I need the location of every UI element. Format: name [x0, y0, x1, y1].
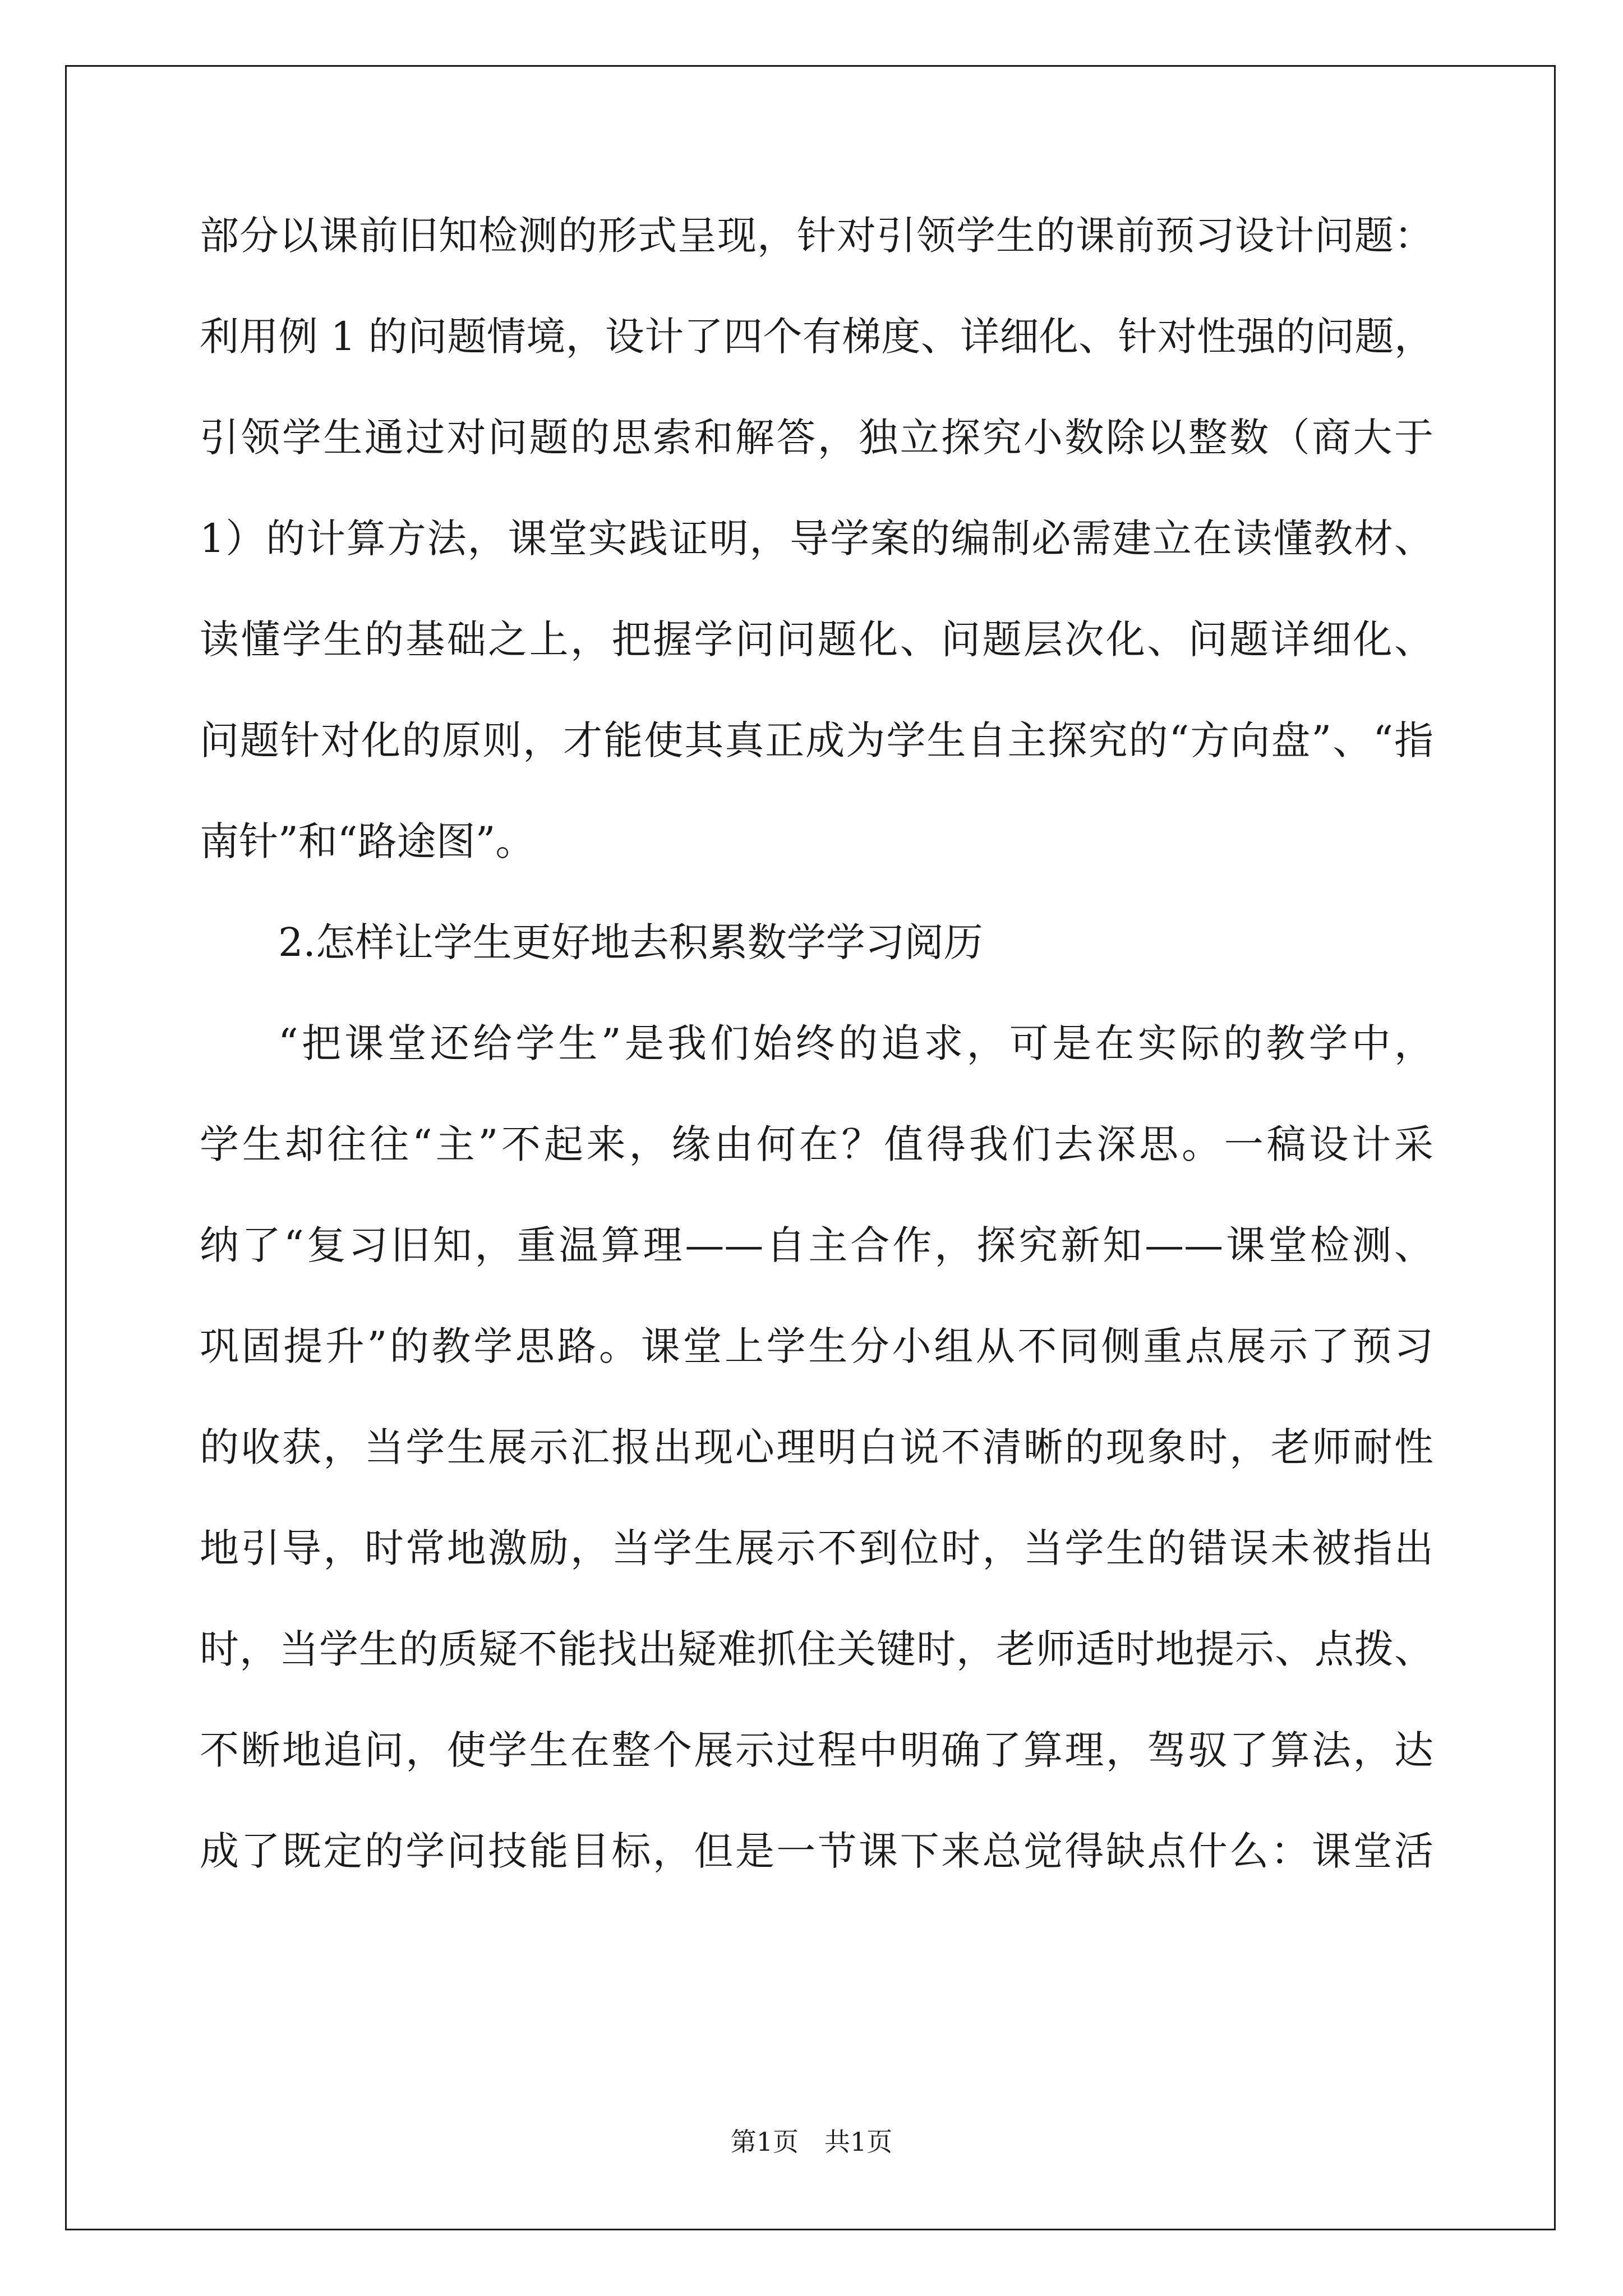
- text-line-15: 时，当学生的质疑不能找出疑难抓住关键时，老师适时地提示、点拨、: [200, 1626, 1433, 1672]
- text-line-3: 引领学生通过对问题的思索和解答，独立探究小数除以整数（商大于: [200, 415, 1433, 461]
- text-line-9: “把课堂还给学生”是我们始终的追求，可是在实际的教学中，: [278, 1020, 1433, 1066]
- text-line-12: 巩固提升”的教学思路。课堂上学生分小组从不同侧重点展示了预习: [200, 1323, 1433, 1369]
- text-line-17: 成了既定的学问技能目标，但是一节课下来总觉得缺点什么：课堂活: [200, 1828, 1433, 1874]
- text-line-4: 1）的计算方法，课堂实践证明，导学案的编制必需建立在读懂教材、: [200, 516, 1433, 562]
- text-line-2: 利用例 1 的问题情境，设计了四个有梯度、详细化、针对性强的问题，: [200, 314, 1433, 360]
- text-line-7: 南针”和“路途图”。: [200, 818, 535, 864]
- text-line-6: 问题针对化的原则，才能使其真正成为学生自主探究的“方向盘”、“指: [200, 717, 1433, 763]
- text-line-5: 读懂学生的基础之上，把握学问问题化、问题层次化、问题详细化、: [200, 616, 1433, 662]
- text-line-1: 部分以课前旧知检测的形式呈现，针对引领学生的课前预习设计问题：: [200, 213, 1433, 259]
- text-line-11: 纳了“复习旧知，重温算理——自主合作，探究新知——课堂检测、: [200, 1222, 1433, 1268]
- page-number: 第1页 共1页: [730, 2127, 893, 2157]
- text-line-16: 不断地追问，使学生在整个展示过程中明确了算理，驾驭了算法，达: [200, 1727, 1433, 1773]
- text-line-10: 学生却往往“主”不起来，缘由何在？值得我们去深思。一稿设计采: [200, 1121, 1433, 1167]
- text-line-13: 的收获，当学生展示汇报出现心理明白说不清晰的现象时，老师耐性: [200, 1424, 1433, 1470]
- section-heading: 2.怎样让学生更好地去积累数学学习阅历: [278, 919, 983, 965]
- text-line-14: 地引导，时常地激励，当学生展示不到位时，当学生的错误未被指出: [200, 1525, 1433, 1571]
